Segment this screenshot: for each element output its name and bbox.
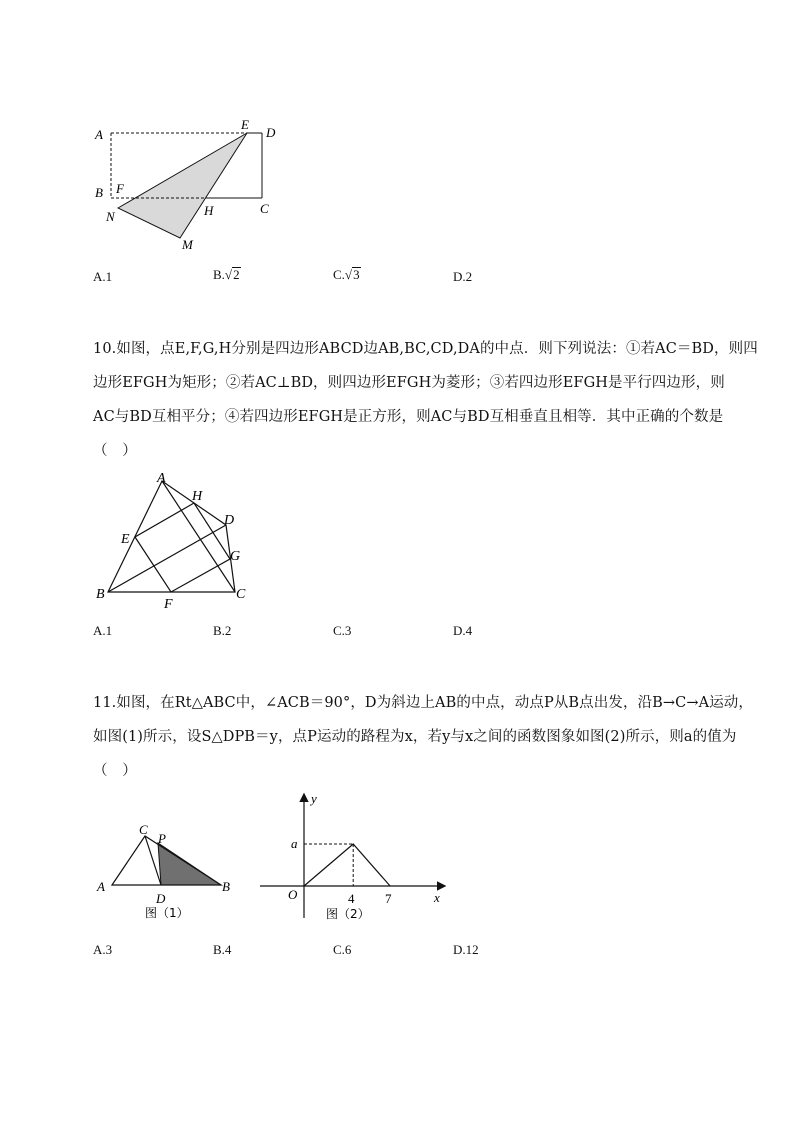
q9-option-c[interactable] (333, 267, 361, 283)
q9-label-M: M (182, 237, 193, 252)
q11-option-d[interactable]: D.12 (453, 942, 479, 957)
q10-label-G: G (230, 549, 241, 564)
q10-label-D: D (224, 513, 235, 528)
q10-text-line-4: （ ） (93, 443, 137, 459)
q11-axis-label-y: y (311, 791, 317, 806)
q9-option-b-prefix: B. (213, 267, 225, 282)
q9-option-d[interactable]: D.2 (453, 269, 473, 284)
q11-fig1-label-P: P (158, 831, 166, 846)
q9-label-A: A (95, 127, 103, 142)
q9-figure (88, 115, 288, 260)
q10-label-A: A (157, 471, 166, 486)
q11-option-c[interactable]: C.6 (333, 942, 352, 957)
q11-text-line-3: （ ） (93, 763, 137, 779)
q10-quadrilateral-EFGH (135, 503, 230, 592)
q11-fig1-label-A: A (97, 879, 105, 894)
q10-text-line-3: AC与BD互相平分；④若四边形EFGH是正方形，则AC与BD互相垂直且相等．其中正确的个数是 (93, 409, 724, 425)
q9-option-b[interactable] (213, 267, 241, 283)
q11-graph-line (304, 844, 390, 886)
q11-tick-label-a: a (291, 836, 298, 851)
q10-option-b[interactable]: B.2 (213, 623, 232, 638)
q11-fig2-caption: 图（2） (326, 907, 370, 921)
q9-label-E: E (241, 117, 249, 132)
q9-option-b-radicand: 2 (233, 267, 240, 282)
q10-figure (90, 465, 260, 615)
q11-fig1-label-B: B (222, 879, 230, 894)
q11-fig1-caption: 图（1） (145, 906, 189, 920)
q10-label-E: E (121, 532, 130, 547)
q10-text-line-2: 边形EFGH为矩形；②若AC⊥BD，则四边形EFGH为菱形；③若四边形EFGH是平行四边形，则 (93, 375, 725, 391)
sqrt-icon: √ (344, 267, 353, 282)
q11-tick-label-4: 4 (348, 891, 355, 906)
q11-option-b[interactable]: B.4 (213, 942, 232, 957)
q11-figure-1 (92, 815, 242, 927)
q11-origin-label: O (288, 887, 298, 902)
q10-label-H: H (192, 489, 203, 504)
q11-axis-label-x: x (434, 890, 440, 905)
q9-option-a[interactable]: A.1 (93, 269, 113, 284)
q10-label-B: B (96, 587, 105, 602)
q11-function-graph (255, 790, 455, 925)
q9-option-c-prefix: C. (333, 267, 345, 282)
q9-label-B: B (95, 185, 103, 200)
q10-option-d[interactable]: D.4 (453, 623, 473, 638)
q11-option-a[interactable]: A.3 (93, 942, 113, 957)
q10-option-c[interactable]: C.3 (333, 623, 352, 638)
q11-fig1-label-C: C (139, 822, 148, 837)
q9-label-D: D (266, 125, 276, 140)
q10-label-C: C (236, 587, 246, 602)
q11-fig1-label-D: D (156, 891, 166, 906)
q10-option-a[interactable]: A.1 (93, 623, 113, 638)
q9-label-F: F (116, 181, 124, 196)
sqrt-icon: √ (224, 267, 233, 282)
q10-label-F: F (164, 597, 173, 612)
q9-label-N: N (106, 209, 115, 224)
q10-text-line-1: 10.如图，点E,F,G,H分别是四边形ABCD边AB,BC,CD,DA的中点．则下列说法：①若AC＝BD，则四 (93, 341, 758, 357)
q11-tick-label-7: 7 (385, 891, 392, 906)
q9-label-C: C (260, 201, 269, 216)
q9-shaded-triangle (118, 133, 247, 238)
q9-option-c-radicand: 3 (353, 267, 360, 282)
q11-text-line-2: 如图(1)所示，设S△DPB＝y，点P运动的路程为x，若y与x之间的函数图象如图(2)所示，则a的值为 (93, 729, 737, 745)
q11-text-line-1: 11.如图，在Rt△ABC中，∠ACB＝90°，D为斜边上AB的中点，动点P从B点出发，沿B→C→A运动， (93, 695, 753, 711)
q9-label-H: H (204, 203, 214, 218)
